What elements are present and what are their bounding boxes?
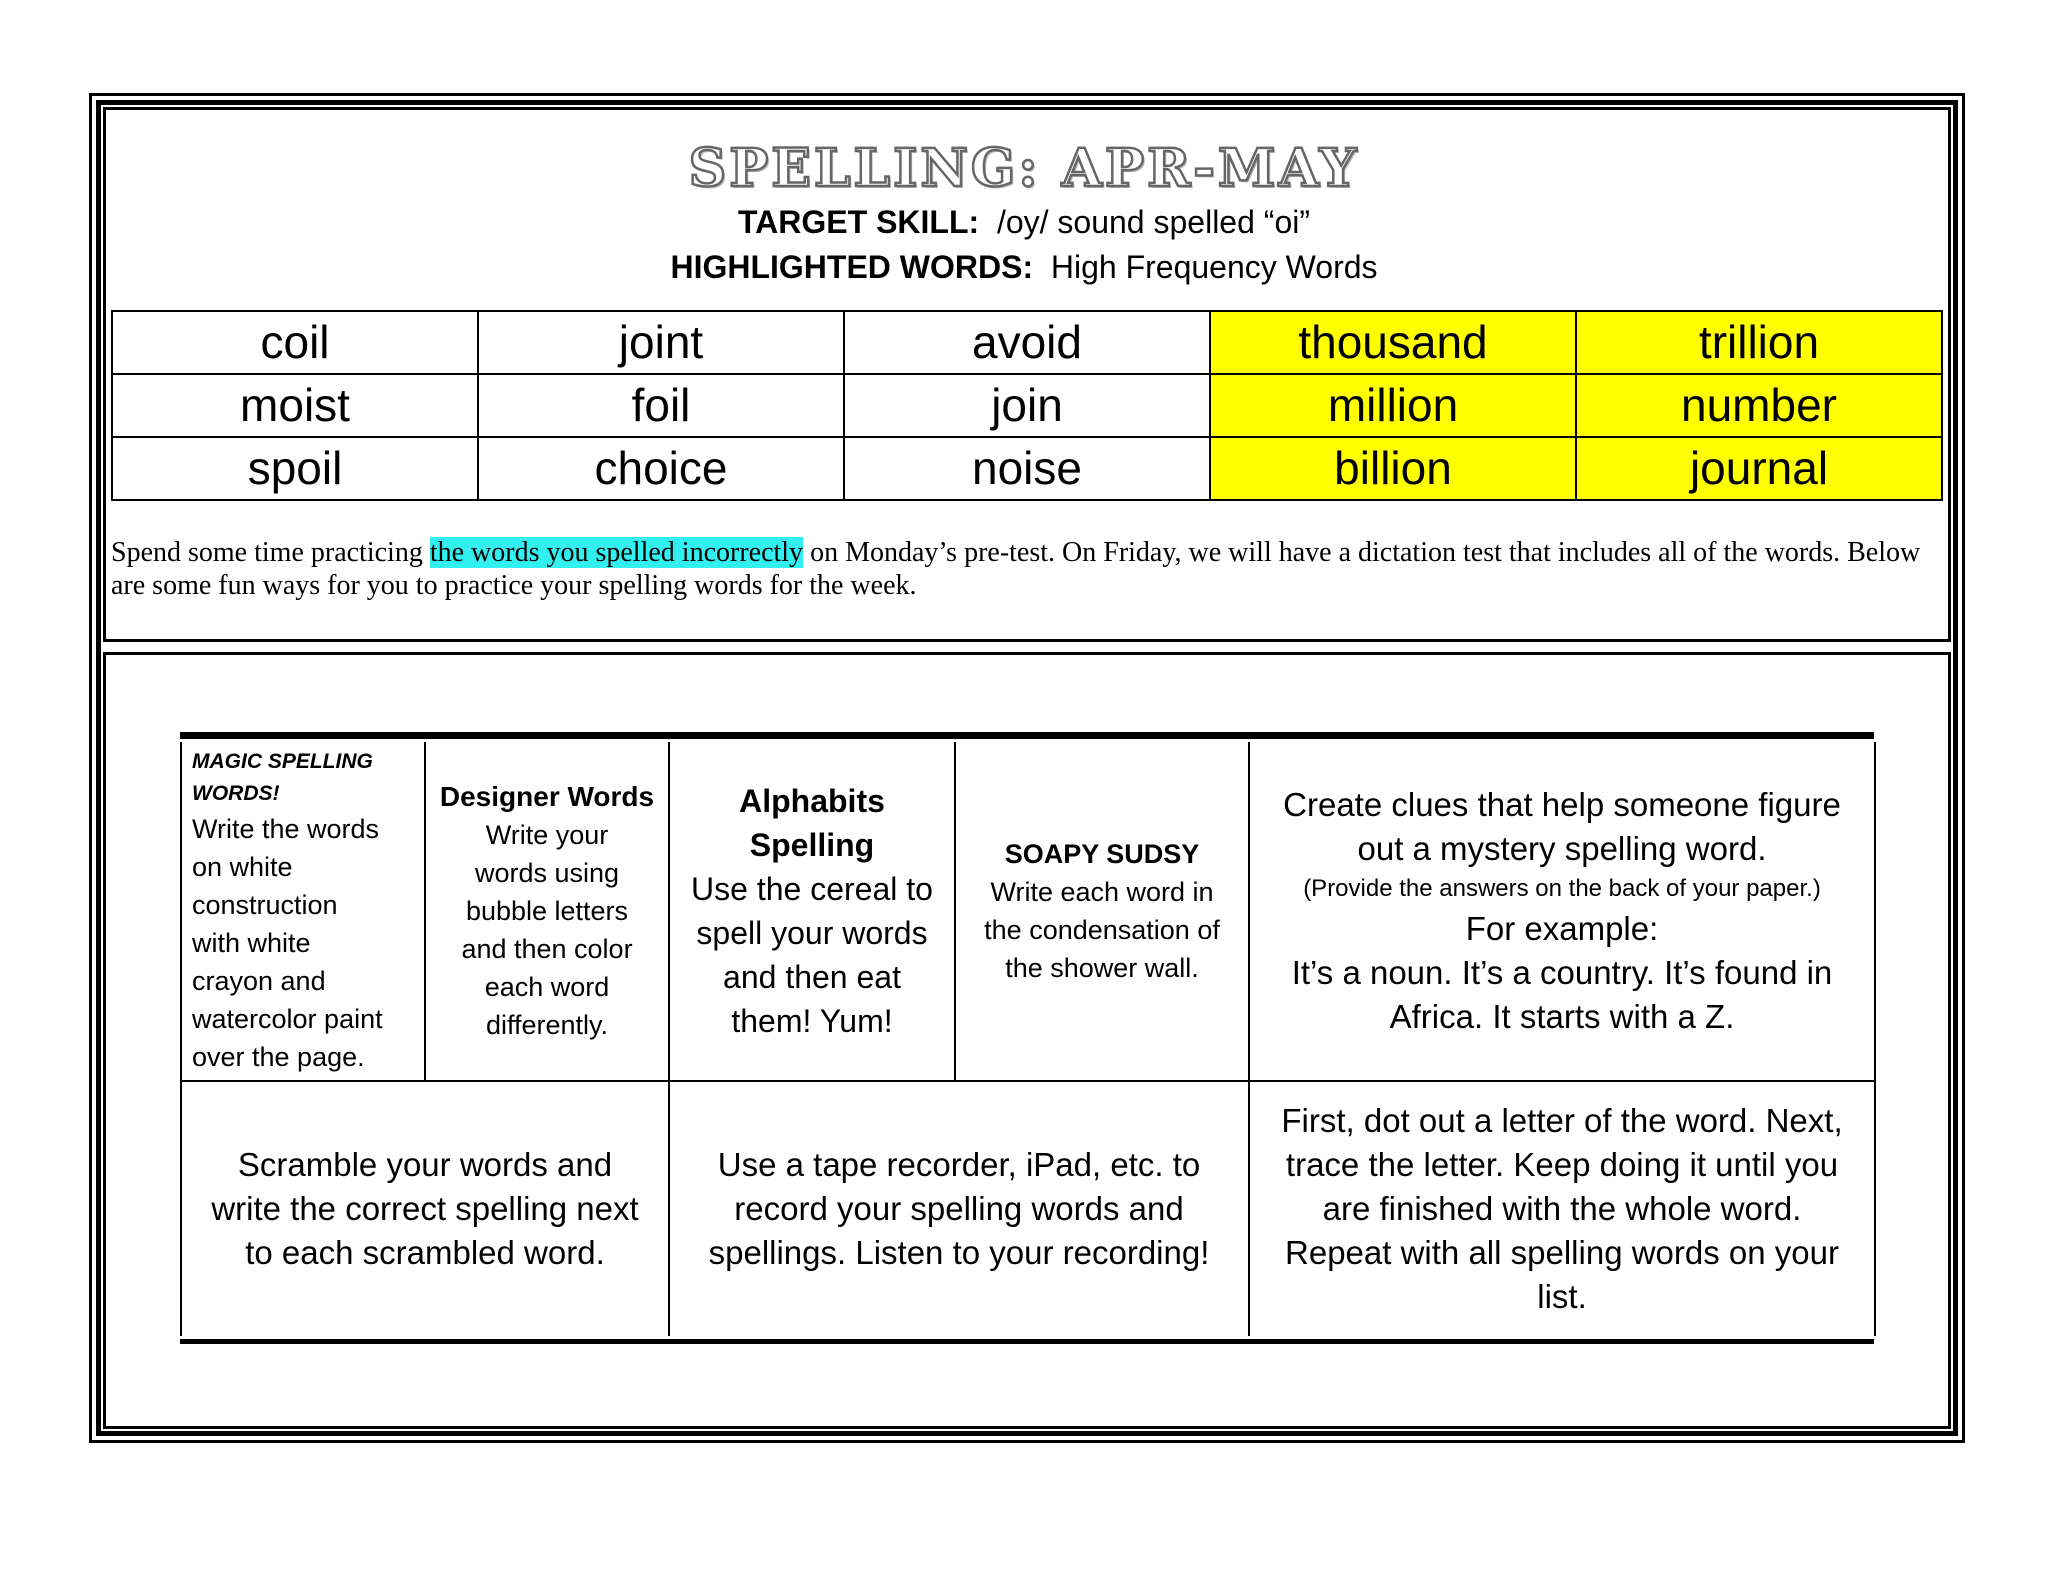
- target-skill: [0, 204, 2048, 241]
- activity-magic-spelling: [181, 742, 425, 1081]
- designer-line: Write your: [485, 820, 609, 850]
- alphabits-line: Use the cereal to: [691, 871, 933, 907]
- word-cell: foil: [478, 374, 844, 437]
- clues-line: Create clues that help someone figure: [1283, 786, 1841, 823]
- instructions-paragraph: [111, 536, 1941, 602]
- highlighted-word-cell: thousand: [1210, 311, 1576, 374]
- highlighted-word-cell: number: [1576, 374, 1942, 437]
- designer-heading: Designer Words: [439, 781, 655, 812]
- alphabits-line: spell your words: [696, 915, 928, 951]
- highlighted-label: HIGHLIGHTED WORDS:: [670, 249, 1034, 285]
- clues-line: out a mystery spelling word.: [1357, 830, 1767, 867]
- highlighted-word-cell: journal: [1576, 437, 1942, 500]
- alphabits-heading-2: Spelling: [749, 827, 875, 863]
- clues-line: For example:: [1465, 910, 1659, 947]
- word-cell: spoil: [112, 437, 478, 500]
- magic-line: over the page.: [192, 1042, 365, 1072]
- scramble-line: to each scrambled word.: [245, 1234, 605, 1271]
- soapy-line: the shower wall.: [1005, 953, 1199, 983]
- activity-tape-recorder: [669, 1081, 1249, 1336]
- magic-line: on white: [192, 852, 293, 882]
- word-row: [112, 311, 1942, 374]
- activity-soapy-sudsy: [955, 742, 1249, 1081]
- activity-mystery-clues: [1249, 742, 1875, 1081]
- soapy-line: Write each word in: [990, 877, 1214, 907]
- instructions-after: on Monday’s pre-test. On Friday, we will have a dictation test that includes all of the words. Below are some fun ways for you to practice your spelling words for the week.: [111, 537, 1921, 601]
- designer-line: words using: [474, 858, 620, 888]
- dot-line: Repeat with all spelling words on your: [1285, 1234, 1839, 1271]
- magic-heading-1: MAGIC SPELLING: [192, 750, 373, 773]
- scramble-line: Scramble your words and: [237, 1146, 613, 1183]
- alphabits-heading-1: Alphabits: [739, 783, 885, 819]
- highlighted-words: [0, 249, 2048, 286]
- clues-line: Africa. It starts with a Z.: [1389, 998, 1735, 1035]
- magic-line: crayon and: [192, 966, 326, 996]
- activity-alphabits-spelling: [669, 742, 955, 1081]
- instructions-before: Spend some time practicing: [111, 537, 430, 568]
- magic-heading-2: WORDS!: [192, 782, 280, 805]
- dot-line: list.: [1537, 1278, 1587, 1315]
- highlighted-word-cell: trillion: [1576, 311, 1942, 374]
- alphabits-line: and then eat: [723, 959, 901, 995]
- target-skill-value: /oy/ sound spelled “oi”: [996, 204, 1310, 240]
- word-cell: choice: [478, 437, 844, 500]
- activity-designer-words: [425, 742, 669, 1081]
- designer-line: differently.: [485, 1010, 609, 1040]
- word-row: [112, 437, 1942, 500]
- magic-line: watercolor paint: [192, 1004, 383, 1034]
- target-skill-label: TARGET SKILL:: [738, 204, 980, 240]
- activity-dot-letters: [1249, 1081, 1875, 1336]
- word-cell: joint: [478, 311, 844, 374]
- activity-grid: [180, 732, 1874, 1344]
- word-cell: coil: [112, 311, 478, 374]
- recorder-line: Use a tape recorder, iPad, etc. to: [717, 1146, 1201, 1183]
- dot-line: First, dot out a letter of the word. Next,: [1281, 1102, 1843, 1139]
- activity-scramble-words: [181, 1081, 669, 1336]
- highlighted-word-cell: billion: [1210, 437, 1576, 500]
- instructions-highlight: the words you spelled incorrectly: [429, 537, 804, 568]
- recorder-line: spellings. Listen to your recording!: [708, 1234, 1210, 1271]
- word-cell: moist: [112, 374, 478, 437]
- designer-line: each word: [484, 972, 610, 1002]
- clues-line: It’s a noun. It’s a country. It’s found in: [1291, 954, 1833, 991]
- designer-line: bubble letters: [465, 896, 629, 926]
- word-row: [112, 374, 1942, 437]
- word-cell: avoid: [844, 311, 1210, 374]
- highlighted-word-cell: million: [1210, 374, 1576, 437]
- page-title: SPELLING: APR-MAY: [688, 138, 1360, 199]
- soapy-heading: SOAPY SUDSY: [1004, 839, 1200, 869]
- clues-note: (Provide the answers on the back of your paper.): [1303, 875, 1821, 902]
- highlighted-value: High Frequency Words: [1050, 249, 1378, 285]
- recorder-line: record your spelling words and: [734, 1190, 1184, 1227]
- word-cell: noise: [844, 437, 1210, 500]
- designer-line: and then color: [461, 934, 633, 964]
- alphabits-line: them! Yum!: [731, 1003, 893, 1039]
- dot-line: trace the letter. Keep doing it until you: [1285, 1146, 1839, 1183]
- scramble-line: write the correct spelling next: [211, 1190, 639, 1227]
- dot-line: are finished with the whole word.: [1322, 1190, 1802, 1227]
- magic-line: with white: [192, 928, 311, 958]
- magic-line: Write the words: [192, 814, 380, 844]
- word-cell: join: [844, 374, 1210, 437]
- soapy-line: the condensation of: [984, 915, 1220, 945]
- magic-line: construction: [192, 890, 338, 920]
- spelling-word-table: [111, 310, 1943, 501]
